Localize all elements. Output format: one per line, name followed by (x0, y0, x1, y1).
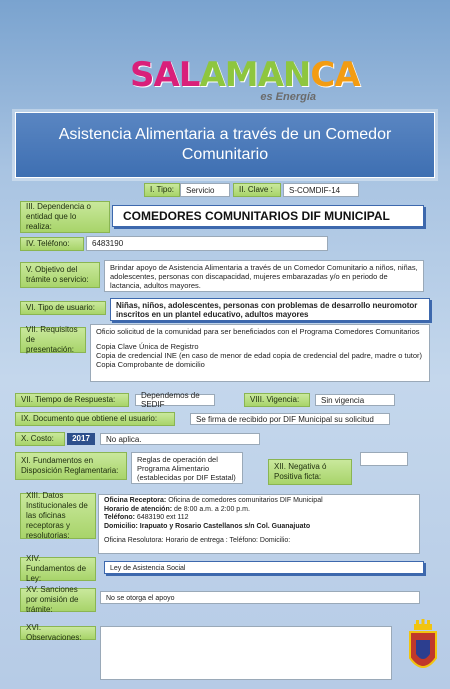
telefono2-line: Teléfono: 6483190 ext 112 (104, 514, 189, 521)
horario-line: Horario de atención: de 8:00 a.m. a 2:00 p.m. (104, 505, 250, 513)
objetivo-value: Brindar apoyo de Asistencia Alimentaria a través de un Comedor Comunitario a niños, niñas, adolescentes, personas con discapacidad, mujeres embarazadas y/o en periodo de lactancia, adultos mayores. (104, 260, 424, 292)
fundamentos-ley-value: Ley de Asistencia Social (104, 561, 424, 574)
logo-tagline: es Energía (260, 91, 316, 103)
tipo-usuario-label: VI. Tipo de usuario: (20, 301, 106, 315)
salamanca-logo (130, 55, 360, 110)
fundamentos-ley-label: XIV. Fundamentos de Ley: (20, 557, 96, 581)
documento-label: IX. Documento que obtiene el usuario: (15, 412, 175, 426)
costo-label: X. Costo: (15, 432, 65, 446)
dependencia-label: III. Dependencia o entidad que lo realiza: (20, 201, 110, 233)
costo-year-badge: 2017 (67, 433, 95, 445)
objetivo-label: V. Objetivo del trámite o servicio: (20, 262, 100, 288)
tipo-usuario-value: Niñas, niños, adolescentes, personas con problemas de desarrollo neuromotor inscritos en un plantel educativo, adultos mayores (110, 298, 430, 321)
clave-value: S-COMDIF-14 (283, 183, 359, 197)
fundamentos-disp-label: XI. Fundamentos en Disposición Reglamentaria: (15, 452, 127, 480)
requisitos-label: VII. Requisitos de presentación: (20, 327, 86, 353)
costo-value: No aplica. (100, 433, 260, 445)
sanciones-label: XV. Sanciones por omisión de trámite: (20, 588, 96, 612)
salamanca-crest-icon (404, 618, 442, 680)
observaciones-label: XVI. Observaciones: (20, 626, 96, 640)
domicilio-line: Domicilio: Irapuato y Rosario Castellanos s/n Col. Guanajuato (104, 522, 311, 530)
tipo-value: Servicio (180, 183, 230, 197)
sanciones-value: No se otorga el apoyo (100, 591, 420, 604)
requisito-line: Copia Clave Única de Registro (96, 342, 199, 351)
observaciones-value (100, 626, 392, 680)
datos-label: XIII. Datos Institucionales de las oficinas receptoras y resolutorias: (20, 493, 96, 539)
requisito-line: Copia de credencial INE (en caso de menor de edad copia de credencial del padre, madre o tutor) (96, 351, 423, 360)
requisito-line: Oficio solicitud de la comunidad para ser beneficiados con el Programa Comedores Comunitarios (96, 327, 420, 336)
telefono-label: IV. Teléfono: (20, 237, 84, 251)
tipo-label: I. Tipo: (144, 183, 180, 197)
requisitos-value (90, 324, 430, 382)
requisito-line: Copia Comprobante de domicilio (96, 360, 205, 369)
datos-value (98, 494, 420, 554)
telefono-value: 6483190 (86, 236, 328, 251)
clave-label: II. Clave : (233, 183, 281, 197)
page-title: Asistencia Alimentaria a través de un Comedor Comunitario (15, 112, 435, 178)
dependencia-value: COMEDORES COMUNITARIOS DIF MUNICIPAL (112, 205, 424, 227)
negativa-label: XII. Negativa ó Positiva ficta: (268, 459, 352, 485)
fundamentos-disp-value: Reglas de operación del Programa Alimentario (establecidas por DIF Estatal) (131, 452, 243, 484)
resolutora-line: Oficina Resolutora: Horario de entrega : Teléfono: Domicilio: (104, 537, 291, 544)
logo-wordmark: SALAMANCA (130, 55, 360, 95)
tiempo-label: VII. Tiempo de Respuesta: (15, 393, 129, 407)
negativa-value (360, 452, 408, 466)
receptora-line: Oficina Receptora: Oficina de comedores comunitarios DIF Municipal (104, 497, 323, 504)
tiempo-value: Dependemos de SEDIF (135, 394, 215, 406)
crest-graphic (404, 618, 442, 680)
documento-value: Se firma de recibido por DIF Municipal su solicitud (190, 413, 390, 425)
vigencia-label: VIII. Vigencia: (244, 393, 310, 407)
vigencia-value: Sin vigencia (315, 394, 395, 406)
